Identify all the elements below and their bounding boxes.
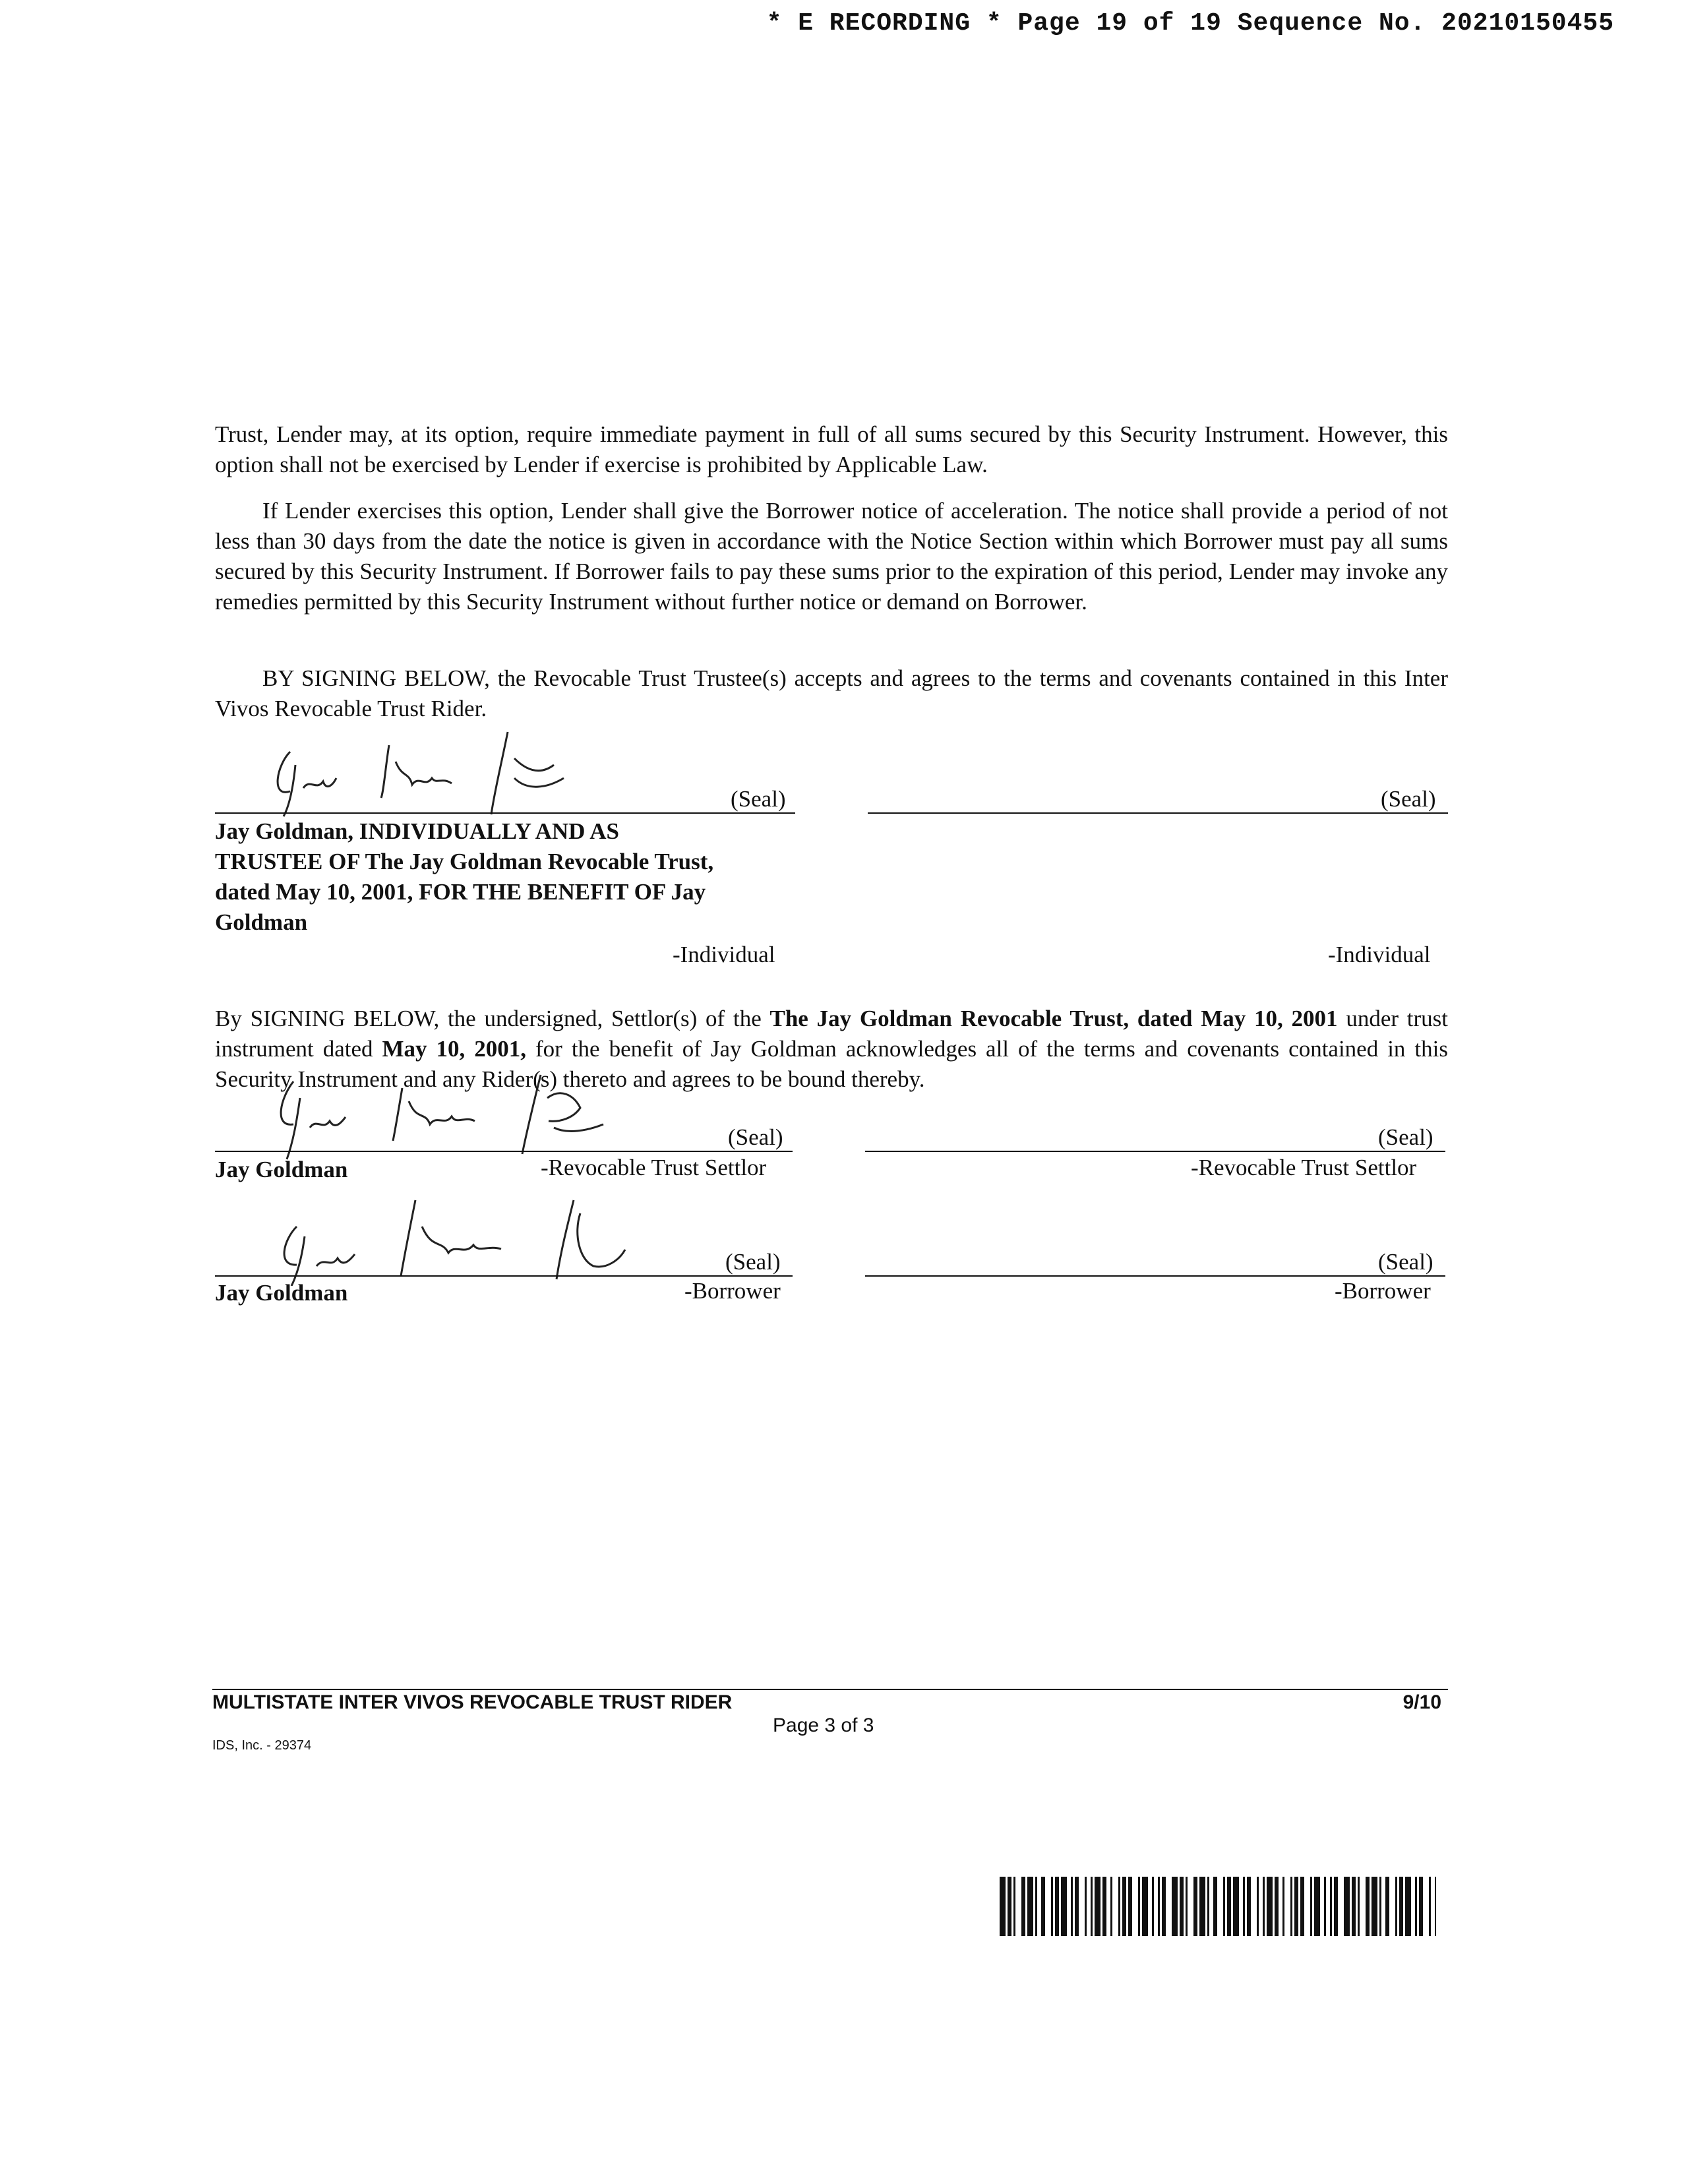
settlor-text-part-1: By SIGNING BELOW, the undersigned, Settlor(s) of the bbox=[215, 1006, 770, 1031]
settlor-seal-label: (Seal) bbox=[728, 1124, 783, 1150]
trustee-name bbox=[215, 816, 808, 938]
paragraph-trust-option: Trust, Lender may, at its option, require immediate payment in full of all sums secured by this Security Instrument. However, this option shall not be exercised by Lender if exercise is prohibited by Applicable Law. bbox=[215, 421, 1448, 477]
settlor-role-right: -Revocable Trust Settlor bbox=[1191, 1155, 1417, 1180]
trustee-name-line-4: Goldman bbox=[215, 909, 308, 935]
settlor-signature-line bbox=[215, 1151, 793, 1152]
borrower-right-seal-label: (Seal) bbox=[1378, 1249, 1433, 1275]
settlor-trust-date: May 10, 2001, bbox=[382, 1036, 527, 1062]
trustee-name-line-3: dated May 10, 2001, FOR THE BENEFIT OF Jay bbox=[215, 879, 706, 905]
trustee-signature-line bbox=[215, 812, 795, 814]
settlor-signature bbox=[264, 1062, 620, 1161]
trustee-name-line-1: Jay Goldman, INDIVIDUALLY AND AS bbox=[215, 818, 619, 844]
settlor-name: Jay Goldman bbox=[215, 1157, 348, 1182]
borrower-right-signature-line bbox=[865, 1275, 1445, 1277]
settlor-text-part-2: under trust instrument dated bbox=[215, 1006, 1448, 1062]
trustee-seal-label: (Seal) bbox=[731, 786, 786, 812]
borrower-role-left: -Borrower bbox=[684, 1278, 781, 1304]
settlor-trust-name: The Jay Goldman Revocable Trust, dated May 10, 2001 bbox=[769, 1006, 1338, 1031]
paragraph-acceleration-notice: If Lender exercises this option, Lender shall give the Borrower notice of acceleration. The notice shall provide a period of not less than 30 days from the date the notice is given in accordance with the Notice Section within which Borrower must pay all sums secured by this Security Instrument. If Borrower fails to pay these sums prior to the expiration of this period, Lender may invoke any remedies permitted by this Security Instrument without further notice or demand on Borrower. bbox=[215, 498, 1448, 615]
individual-role-left: -Individual bbox=[673, 942, 775, 967]
paragraph-trustee-acceptance: BY SIGNING BELOW, the Revocable Trust Trustee(s) accepts and agrees to the terms and covenants contained in this Inter Vivos Revocable Trust Rider. bbox=[215, 665, 1448, 721]
footer-ids-code: IDS, Inc. - 29374 bbox=[212, 1738, 312, 1753]
settlor-text-part-3: for the benefit of Jay Goldman acknowledges all of the terms and covenants contained in this Security Instrument and any Rider(s) thereto and agrees to be bound thereby. bbox=[215, 1036, 1448, 1092]
borrower-name: Jay Goldman bbox=[215, 1280, 348, 1306]
borrower-signature-line bbox=[215, 1275, 793, 1277]
footer-page-number: Page 3 of 3 bbox=[773, 1714, 874, 1736]
trustee-right-signature-line bbox=[868, 812, 1448, 814]
trustee-right-seal-label: (Seal) bbox=[1381, 786, 1436, 812]
settlor-right-signature-line bbox=[865, 1151, 1445, 1152]
borrower-signature bbox=[264, 1187, 673, 1286]
barcode bbox=[1000, 1877, 1436, 1936]
footer-rule bbox=[212, 1689, 1448, 1690]
borrower-seal-label: (Seal) bbox=[725, 1249, 781, 1275]
settlor-right-seal-label: (Seal) bbox=[1378, 1124, 1433, 1150]
individual-role-right: -Individual bbox=[1328, 942, 1431, 967]
recording-header: * E RECORDING * Page 19 of 19 Sequence No. 20210150455 bbox=[766, 9, 1614, 38]
footer-form-title: MULTISTATE INTER VIVOS REVOCABLE TRUST RIDER bbox=[212, 1691, 733, 1713]
borrower-role-right: -Borrower bbox=[1335, 1278, 1431, 1304]
settlor-role-left: -Revocable Trust Settlor bbox=[541, 1155, 767, 1180]
trustee-name-line-2: TRUSTEE OF The Jay Goldman Revocable Trust, bbox=[215, 849, 714, 874]
footer-version: 9/10 bbox=[1402, 1691, 1441, 1713]
trustee-signature bbox=[264, 725, 574, 818]
